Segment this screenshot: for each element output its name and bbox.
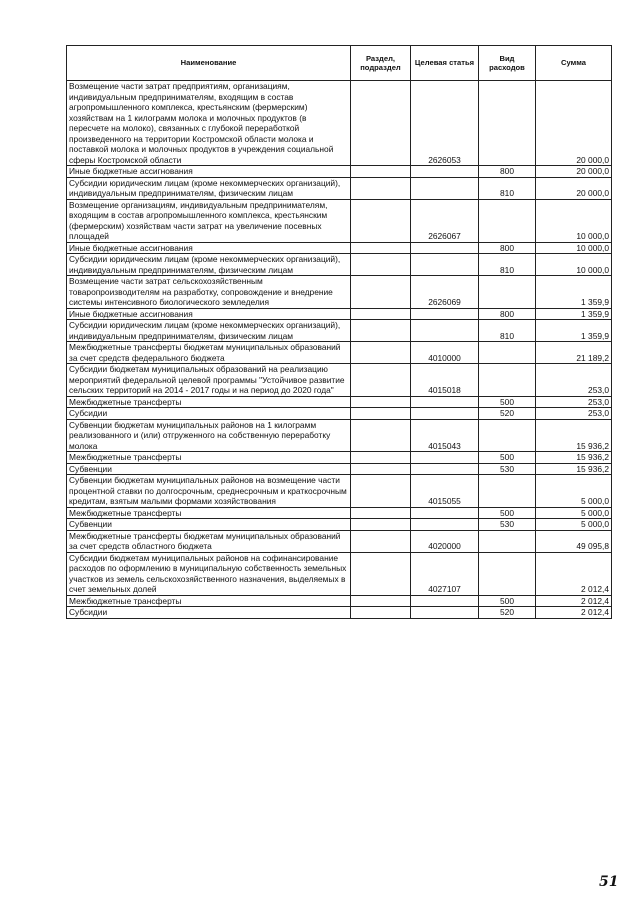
row-name: Иные бюджетные ассигнования: [67, 242, 351, 254]
row-sum: 253,0: [536, 364, 612, 397]
row-name: Межбюджетные трансферты: [67, 595, 351, 607]
row-name: Иные бюджетные ассигнования: [67, 308, 351, 320]
header-row: [67, 46, 612, 81]
row-type: 810: [479, 320, 536, 342]
table-row: [67, 552, 612, 595]
row-name: Субвенции бюджетам муниципальных районов на 1 килограмм реализованного и (или) отгруженного на собственную переработку молока: [67, 419, 351, 452]
table-row: [67, 396, 612, 408]
row-sum: 20 000,0: [536, 177, 612, 199]
row-section: [351, 242, 411, 254]
row-type: 800: [479, 166, 536, 178]
table-row: [67, 607, 612, 619]
row-sum: 5 000,0: [536, 519, 612, 531]
row-target: [411, 595, 479, 607]
row-target: [411, 607, 479, 619]
row-target: 4015055: [411, 475, 479, 508]
row-sum: 10 000,0: [536, 242, 612, 254]
row-target: 4010000: [411, 342, 479, 364]
row-target: 2626067: [411, 199, 479, 242]
header-target: Целевая статья: [411, 46, 479, 81]
row-sum: 15 936,2: [536, 463, 612, 475]
row-name: Субсидии бюджетам муниципальных районов на софинансирование расходов по оформлению в муниципальную собственность земельных участков из земель сельскохозяйственного назначения, выделяемых в счет земельных долей: [67, 552, 351, 595]
row-sum: 20 000,0: [536, 166, 612, 178]
table-row: [67, 595, 612, 607]
row-section: [351, 507, 411, 519]
row-target: [411, 463, 479, 475]
row-sum: 10 000,0: [536, 254, 612, 276]
row-section: [351, 396, 411, 408]
row-type: 500: [479, 396, 536, 408]
row-target: 4027107: [411, 552, 479, 595]
row-sum: 15 936,2: [536, 419, 612, 452]
table-row: [67, 530, 612, 552]
row-sum: 49 095,8: [536, 530, 612, 552]
table-row: [67, 364, 612, 397]
row-type: 520: [479, 408, 536, 420]
row-sum: 21 189,2: [536, 342, 612, 364]
row-sum: 1 359,9: [536, 276, 612, 309]
table-row: [67, 463, 612, 475]
table-row: [67, 320, 612, 342]
row-section: [351, 475, 411, 508]
row-type: 500: [479, 452, 536, 464]
row-sum: 2 012,4: [536, 607, 612, 619]
row-section: [351, 177, 411, 199]
row-type: 500: [479, 507, 536, 519]
row-target: 2626053: [411, 81, 479, 166]
row-section: [351, 530, 411, 552]
row-sum: 1 359,9: [536, 308, 612, 320]
header-sum: Сумма: [536, 46, 612, 81]
row-sum: 5 000,0: [536, 507, 612, 519]
row-name: Иные бюджетные ассигнования: [67, 166, 351, 178]
row-name: Межбюджетные трансферты: [67, 507, 351, 519]
table-row: [67, 199, 612, 242]
row-target: [411, 396, 479, 408]
row-type: [479, 419, 536, 452]
row-type: [479, 199, 536, 242]
row-name: Межбюджетные трансферты: [67, 396, 351, 408]
header-type: Вид расходов: [479, 46, 536, 81]
row-section: [351, 308, 411, 320]
row-target: [411, 519, 479, 531]
row-target: [411, 254, 479, 276]
row-name: Субсидии юридическим лицам (кроме некоммерческих организаций), индивидуальным предпринимателям, физическим лицам: [67, 320, 351, 342]
row-target: 2626069: [411, 276, 479, 309]
row-target: [411, 177, 479, 199]
table-row: [67, 475, 612, 508]
row-type: 800: [479, 242, 536, 254]
row-type: 530: [479, 463, 536, 475]
row-type: [479, 342, 536, 364]
row-section: [351, 519, 411, 531]
row-type: 530: [479, 519, 536, 531]
row-target: 4015018: [411, 364, 479, 397]
row-section: [351, 81, 411, 166]
row-target: [411, 166, 479, 178]
row-section: [351, 166, 411, 178]
table-row: [67, 408, 612, 420]
row-section: [351, 342, 411, 364]
row-type: 500: [479, 595, 536, 607]
row-name: Межбюджетные трансферты: [67, 452, 351, 464]
row-target: [411, 507, 479, 519]
header-name: Наименование: [67, 46, 351, 81]
row-name: Субвенции бюджетам муниципальных районов на возмещение части процентной ставки по долгосрочным, среднесрочным и краткосрочным кредитам, взятым малыми формами хозяйствования: [67, 475, 351, 508]
row-type: [479, 475, 536, 508]
row-section: [351, 607, 411, 619]
row-sum: 15 936,2: [536, 452, 612, 464]
row-name: Субсидии: [67, 607, 351, 619]
table-row: [67, 81, 612, 166]
row-type: [479, 276, 536, 309]
table-row: [67, 519, 612, 531]
row-section: [351, 419, 411, 452]
row-sum: 5 000,0: [536, 475, 612, 508]
row-section: [351, 364, 411, 397]
row-section: [351, 595, 411, 607]
table-row: [67, 177, 612, 199]
row-name: Субсидии: [67, 408, 351, 420]
table-row: [67, 254, 612, 276]
row-target: 4015043: [411, 419, 479, 452]
row-name: Возмещение части затрат сельскохозяйственным товаропроизводителям на разработку, сопровождение и внедрение системы интенсивного биологического земледелия: [67, 276, 351, 309]
row-type: [479, 530, 536, 552]
row-section: [351, 408, 411, 420]
row-name: Субвенции: [67, 463, 351, 475]
table-row: [67, 342, 612, 364]
row-name: Межбюджетные трансферты бюджетам муниципальных образований за счет средств федерального бюджета: [67, 342, 351, 364]
row-type: 810: [479, 177, 536, 199]
row-section: [351, 254, 411, 276]
table-row: [67, 507, 612, 519]
row-name: Субсидии юридическим лицам (кроме некоммерческих организаций), индивидуальным предпринимателям, физическим лицам: [67, 254, 351, 276]
row-name: Возмещение части затрат предприятиям, организациям, индивидуальным предпринимателям, входящим в состав агропромышленного комплекса, крестьянским (фермерским) хозяйствам на 1 килограмм молока и молочных продуктов (в пересчете на молоко), связанных с глубокой переработкой произведенного на территории Костромской области молока и поставкой молока и молочных продуктов в учреждения социальной сферы Костромской области: [67, 81, 351, 166]
row-sum: 253,0: [536, 396, 612, 408]
row-section: [351, 463, 411, 475]
row-target: [411, 320, 479, 342]
row-sum: 253,0: [536, 408, 612, 420]
row-sum: 2 012,4: [536, 552, 612, 595]
row-sum: 20 000,0: [536, 81, 612, 166]
row-sum: 1 359,9: [536, 320, 612, 342]
row-target: [411, 242, 479, 254]
page-number: 51: [599, 874, 619, 890]
row-name: Субсидии юридическим лицам (кроме некоммерческих организаций), индивидуальным предпринимателям, физическим лицам: [67, 177, 351, 199]
row-section: [351, 320, 411, 342]
table-row: [67, 166, 612, 178]
row-target: 4020000: [411, 530, 479, 552]
row-type: 800: [479, 308, 536, 320]
row-type: [479, 81, 536, 166]
row-type: [479, 552, 536, 595]
row-section: [351, 452, 411, 464]
table-row: [67, 419, 612, 452]
row-name: Межбюджетные трансферты бюджетам муниципальных образований за счет средств областного бюджета: [67, 530, 351, 552]
row-name: Субсидии бюджетам муниципальных образований на реализацию мероприятий федеральной целевой программы "Устойчивое развитие сельских территорий на 2014 - 2017 годы и на период до 2020 года": [67, 364, 351, 397]
table-row: [67, 242, 612, 254]
row-type: 520: [479, 607, 536, 619]
table-row: [67, 276, 612, 309]
header-section: Раздел, подраздел: [351, 46, 411, 81]
row-section: [351, 199, 411, 242]
row-type: [479, 364, 536, 397]
row-sum: 2 012,4: [536, 595, 612, 607]
budget-table: [66, 45, 612, 619]
row-section: [351, 276, 411, 309]
row-section: [351, 552, 411, 595]
row-name: Возмещение организациям, индивидуальным предпринимателям, входящим в состав агропромышленного комплекса, крестьянским (фермерским) хозяйствам части затрат на увеличение посевных площадей: [67, 199, 351, 242]
row-name: Субвенции: [67, 519, 351, 531]
table-row: [67, 308, 612, 320]
table-row: [67, 452, 612, 464]
row-sum: 10 000,0: [536, 199, 612, 242]
row-target: [411, 308, 479, 320]
row-target: [411, 452, 479, 464]
row-target: [411, 408, 479, 420]
row-type: 810: [479, 254, 536, 276]
